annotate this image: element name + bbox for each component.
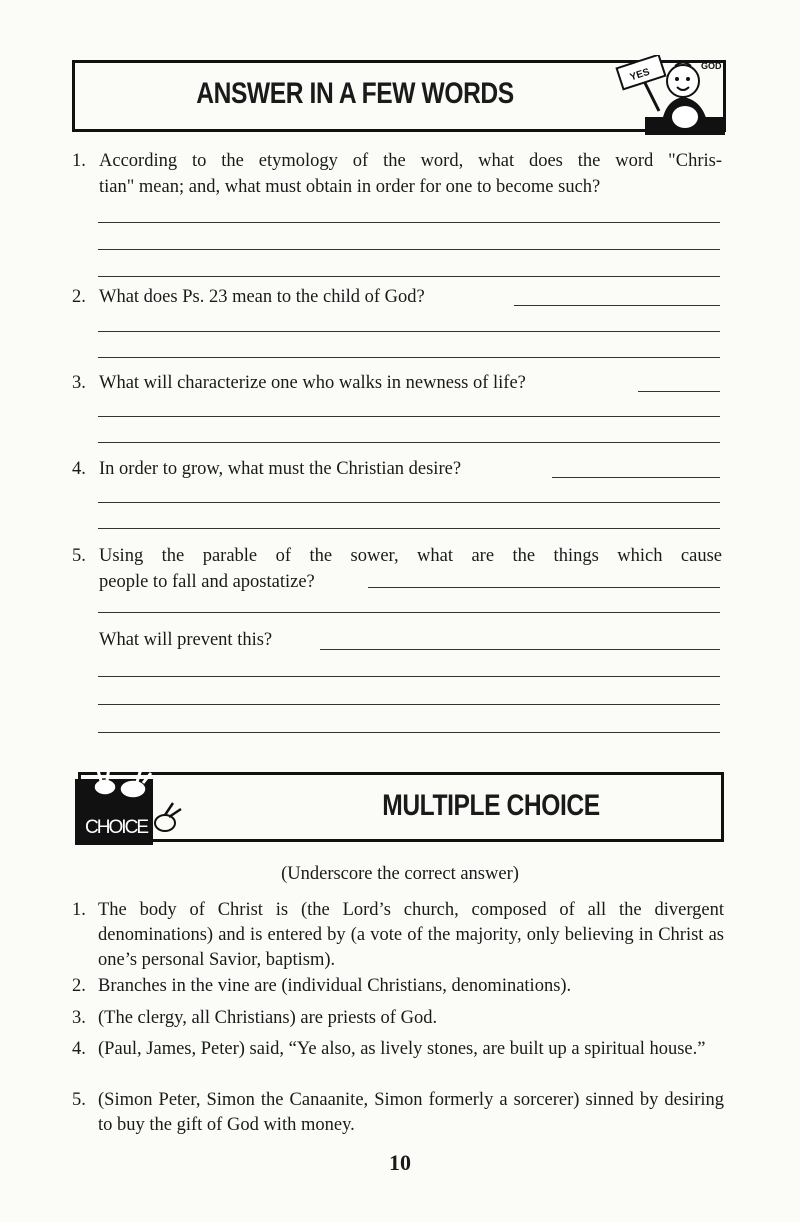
answer-line[interactable]	[514, 305, 720, 306]
answer-line[interactable]	[98, 528, 720, 529]
question-number: 3.	[72, 373, 86, 393]
question-text-line-1: Using the parable of the sower, what are the things which cause	[99, 546, 722, 566]
answer-section-banner	[72, 60, 726, 132]
answer-line[interactable]	[98, 612, 720, 613]
mc-item-2	[72, 974, 724, 999]
item-text[interactable]: (Simon Peter, Simon the Canaanite, Simon formerly a sorcerer) sinned by desiring to buy the gift of God with money.	[98, 1090, 724, 1135]
question-3	[72, 370, 722, 396]
item-text[interactable]: (The clergy, all Christians) are priests of God.	[98, 1008, 438, 1028]
item-number: 2.	[72, 976, 86, 996]
answer-line[interactable]	[320, 649, 720, 650]
page-number: 10	[389, 1150, 411, 1175]
question-text-line-1: According to the etymology of the word, what does the word "Chris-	[99, 151, 722, 171]
mc-item-5	[72, 1088, 724, 1138]
sign-word-2: GOD	[701, 61, 722, 71]
mc-item-4	[72, 1037, 724, 1062]
item-text[interactable]: (Paul, James, Peter) said, “Ye also, as lively stones, are built up a spiritual house.”	[98, 1039, 706, 1059]
question-number: 4.	[72, 459, 86, 479]
answer-line[interactable]	[98, 331, 720, 332]
question-2	[72, 284, 722, 310]
question-number: 1.	[72, 151, 86, 171]
mc-item-3	[72, 1006, 724, 1031]
baby-with-sign-illustration	[615, 55, 731, 137]
item-text[interactable]: Branches in the vine are (individual Christians, denominations).	[98, 976, 572, 996]
choice-label: CHOICE	[85, 817, 149, 838]
answer-line[interactable]	[98, 222, 720, 223]
answer-line[interactable]	[98, 357, 720, 358]
question-text: In order to grow, what must the Christian desire?	[99, 459, 462, 479]
item-number: 3.	[72, 1008, 86, 1028]
question-4	[72, 456, 722, 482]
answer-line[interactable]	[98, 732, 720, 733]
item-number: 4.	[72, 1039, 86, 1059]
question-text: What will characterize one who walks in newness of life?	[99, 373, 526, 393]
followup-text: What will prevent this?	[99, 630, 273, 650]
question-text-line-2: people to fall and apostatize?	[99, 572, 315, 592]
mc-item-1	[72, 898, 724, 973]
answer-line[interactable]	[98, 249, 720, 250]
multiple-choice-title: MULTIPLE CHOICE	[382, 789, 600, 822]
rabbits-choice-illustration	[75, 767, 185, 845]
answer-line[interactable]	[368, 587, 720, 588]
question-number: 2.	[72, 287, 86, 307]
answer-line[interactable]	[98, 704, 720, 705]
answer-line[interactable]	[98, 676, 720, 677]
question-text: What does Ps. 23 mean to the child of God?	[99, 287, 425, 307]
question-text-line-2: tian" mean; and, what must obtain in order for one to become such?	[99, 177, 601, 197]
answer-line[interactable]	[98, 276, 720, 277]
multiple-choice-banner	[78, 772, 724, 842]
item-number: 1.	[72, 900, 86, 920]
item-number: 5.	[72, 1090, 86, 1110]
question-number: 5.	[72, 546, 86, 566]
answer-line[interactable]	[638, 391, 720, 392]
answer-line[interactable]	[98, 416, 720, 417]
answer-line[interactable]	[552, 477, 720, 478]
instruction-text: (Underscore the correct answer)	[281, 864, 519, 884]
item-text[interactable]: The body of Christ is (the Lord’s church, composed of all the divergent denominations) and is entered by (a vote of the majority, only believing in Christ as one’s personal Savior, baptism).	[98, 900, 724, 970]
answer-section-title: ANSWER IN A FEW WORDS	[196, 77, 514, 110]
answer-line[interactable]	[98, 442, 720, 443]
sign-word-1: YES	[628, 66, 652, 84]
answer-line[interactable]	[98, 502, 720, 503]
question-1	[72, 148, 722, 200]
